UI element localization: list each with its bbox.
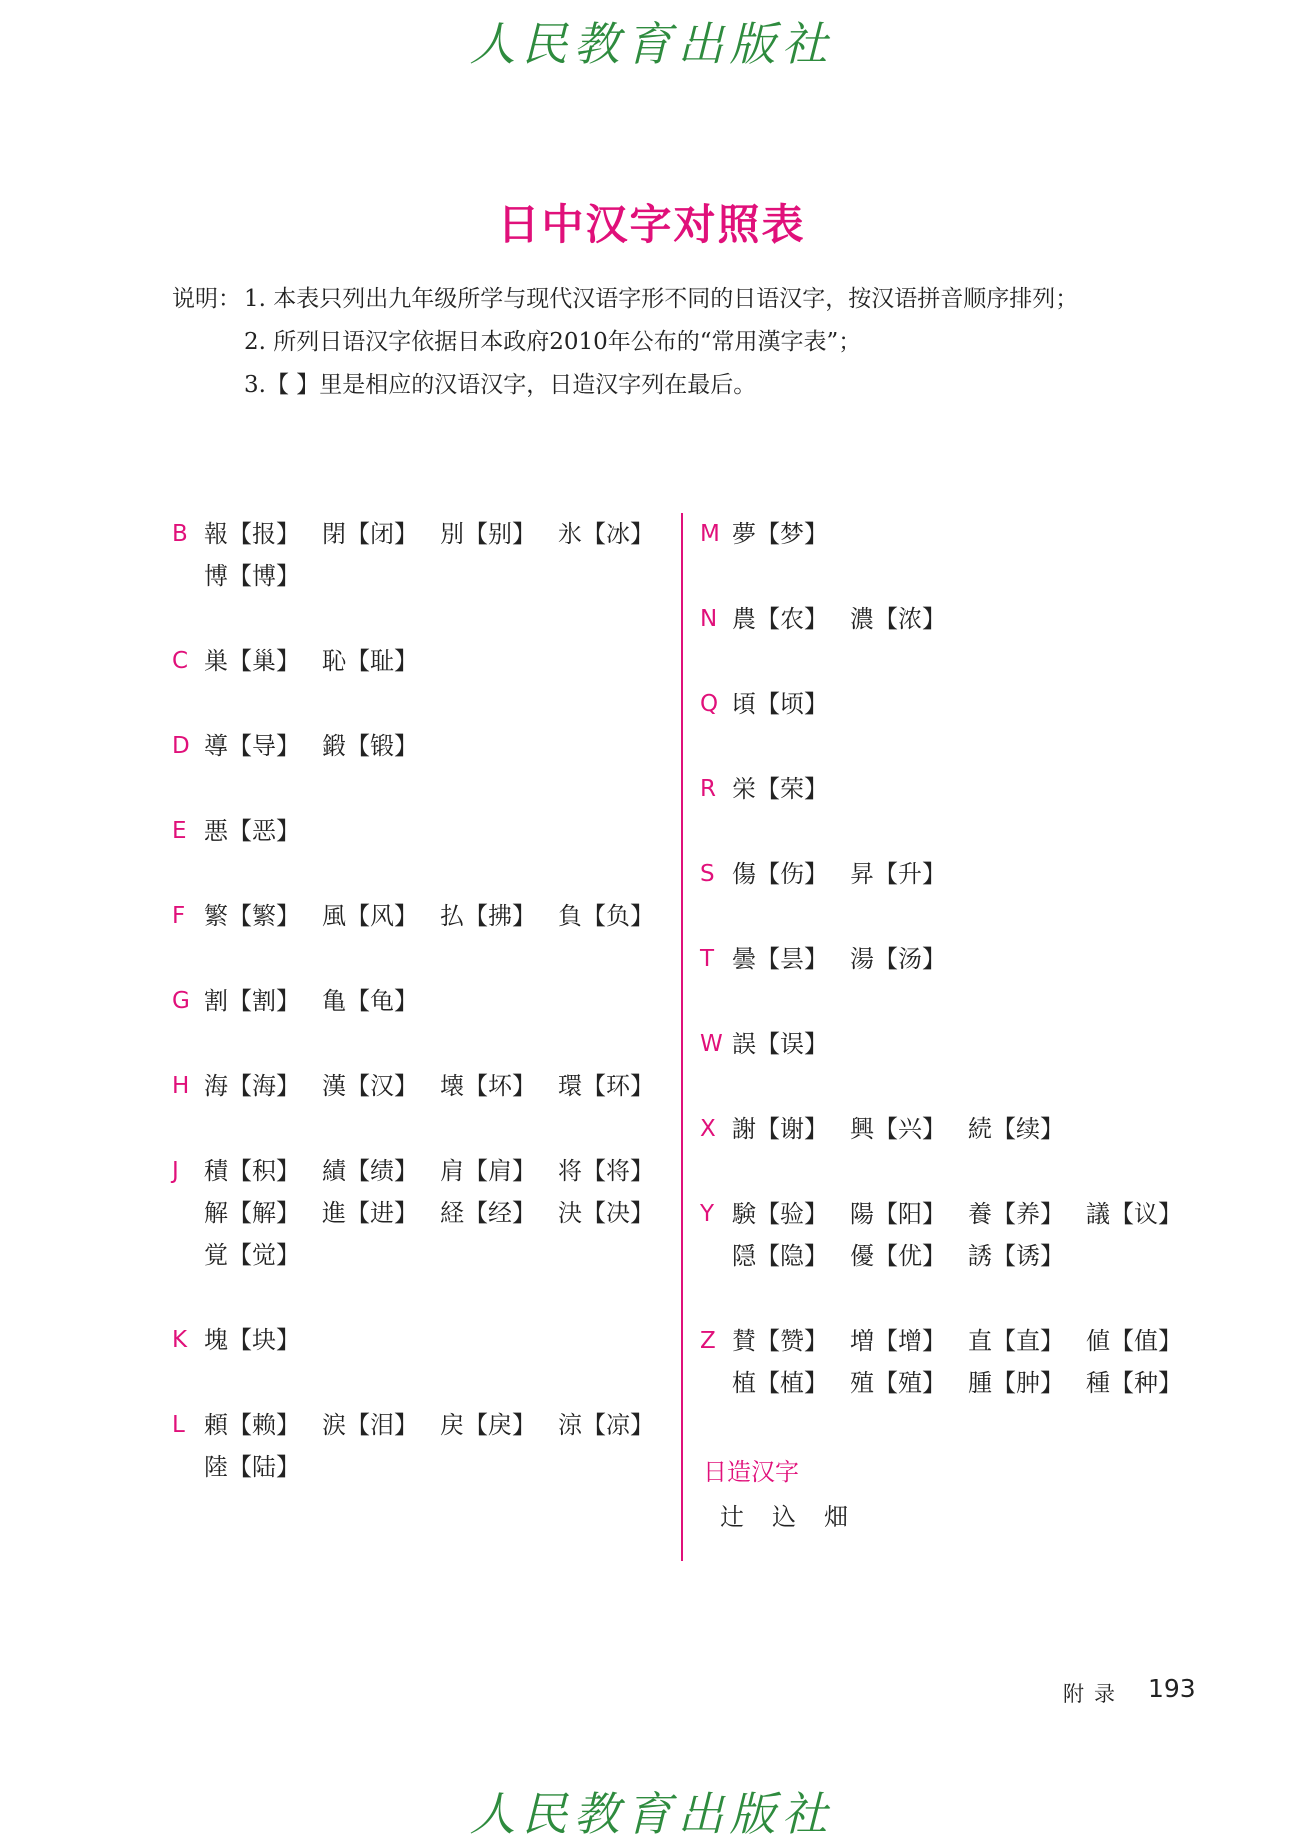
kanji-entry: 腫【肿】	[968, 1369, 1064, 1397]
note-text: 1. 本表只列出九年级所学与现代汉语字形不同的日语汉字，按汉语拼音顺序排列；	[244, 286, 1079, 312]
special-kanji: 辻	[720, 1503, 744, 1531]
section-letter: Q	[700, 691, 719, 717]
kanji-entry: 割【割】	[204, 987, 300, 1015]
kanji-entry: 誘【诱】	[968, 1242, 1064, 1270]
kanji-entry: 濃【浓】	[850, 605, 946, 633]
kanji-entry: 戻【戾】	[440, 1411, 536, 1439]
section-letter: X	[700, 1116, 716, 1142]
kanji-entry: 養【养】	[968, 1200, 1064, 1228]
section-letter: F	[172, 903, 186, 929]
kanji-entry: 隠【隐】	[732, 1242, 828, 1270]
kanji-entry: 恥【耻】	[322, 647, 418, 675]
section-letter: W	[700, 1031, 723, 1057]
section-letter: S	[700, 861, 715, 887]
footer-section-label: 附录	[1063, 1682, 1125, 1706]
section-letter: D	[172, 733, 190, 759]
note-line	[172, 364, 1078, 407]
section-letter: C	[172, 648, 189, 674]
kanji-entry: 値【值】	[1086, 1327, 1182, 1355]
kanji-entry: 肩【肩】	[440, 1157, 536, 1185]
kanji-entry: 績【绩】	[322, 1157, 418, 1185]
section-letter: G	[172, 988, 190, 1014]
kanji-entry: 繁【繁】	[204, 902, 300, 930]
kanji-entry: 別【别】	[440, 520, 536, 548]
section-letter: L	[172, 1412, 185, 1438]
note-line	[172, 278, 1078, 321]
note-line	[172, 321, 1078, 364]
special-kanji: 畑	[824, 1503, 848, 1531]
kanji-entry: 賛【赞】	[732, 1327, 828, 1355]
kanji-entry: 積【积】	[204, 1157, 300, 1185]
kanji-entry: 払【拂】	[440, 902, 536, 930]
section-letter: J	[172, 1158, 179, 1184]
kanji-entry: 経【经】	[440, 1199, 536, 1227]
kanji-entry: 植【植】	[732, 1369, 828, 1397]
kanji-entry: 風【风】	[322, 902, 418, 930]
kanji-entry: 塊【块】	[204, 1326, 300, 1354]
kanji-entry: 験【验】	[732, 1200, 828, 1228]
kanji-entry: 頼【赖】	[204, 1411, 300, 1439]
page-title: 日中汉字对照表	[497, 200, 806, 249]
kanji-entry: 誤【误】	[732, 1030, 828, 1058]
note-text: 3.【 】里是相应的汉语汉字，日造汉字列在最后。	[244, 372, 757, 398]
special-kanji-heading: 日造汉字	[703, 1458, 799, 1486]
notes-block	[172, 278, 1078, 407]
kanji-entry: 覚【觉】	[204, 1241, 300, 1269]
kanji-entry: 負【负】	[558, 902, 654, 930]
kanji-entry: 増【增】	[850, 1327, 946, 1355]
kanji-entry: 導【导】	[204, 732, 300, 760]
kanji-entry: 漢【汉】	[322, 1072, 418, 1100]
kanji-entry: 種【种】	[1086, 1369, 1182, 1397]
kanji-entry: 興【兴】	[850, 1115, 946, 1143]
kanji-entry: 頃【顷】	[732, 690, 828, 718]
kanji-entry: 栄【荣】	[732, 775, 828, 803]
note-text: 2. 所列日语汉字依据日本政府2010年公布的“常用漢字表”；	[244, 329, 862, 355]
kanji-entry: 直【直】	[968, 1327, 1064, 1355]
section-letter: H	[172, 1073, 190, 1099]
kanji-entry: 涼【凉】	[558, 1411, 654, 1439]
kanji-entry: 続【续】	[968, 1115, 1064, 1143]
kanji-entry: 優【优】	[850, 1242, 946, 1270]
section-letter: Z	[700, 1328, 716, 1354]
kanji-entry: 巣【巢】	[204, 647, 300, 675]
page-number: 193	[1148, 1674, 1196, 1703]
section-letter: M	[700, 521, 720, 547]
kanji-entry: 環【环】	[558, 1072, 654, 1100]
section-letter: B	[172, 521, 188, 547]
kanji-entry: 農【农】	[732, 605, 828, 633]
kanji-entry: 解【解】	[204, 1199, 300, 1227]
kanji-entry: 傷【伤】	[732, 860, 828, 888]
kanji-entry: 涙【泪】	[322, 1411, 418, 1439]
kanji-entry: 昇【升】	[850, 860, 946, 888]
column-divider	[681, 513, 683, 1561]
kanji-entry: 報【报】	[204, 520, 300, 548]
kanji-entry: 閉【闭】	[322, 520, 418, 548]
kanji-entry: 壊【坏】	[440, 1072, 536, 1100]
kanji-entry: 将【将】	[558, 1157, 654, 1185]
kanji-entry: 謝【谢】	[732, 1115, 828, 1143]
section-letter: Y	[700, 1201, 715, 1227]
kanji-entry: 進【进】	[322, 1199, 418, 1227]
publisher-logo-top: 人民教育出版社	[469, 17, 834, 71]
section-letter: K	[172, 1327, 188, 1353]
kanji-entry: 議【议】	[1086, 1200, 1182, 1228]
kanji-entry: 鍛【锻】	[322, 732, 418, 760]
section-letter: R	[700, 776, 716, 802]
kanji-entry: 夢【梦】	[732, 520, 828, 548]
kanji-entry: 博【博】	[204, 562, 300, 590]
section-letter: T	[700, 946, 715, 972]
notes-prefix: 说明：	[172, 286, 241, 312]
kanji-entry: 氷【冰】	[558, 520, 654, 548]
section-letter: N	[700, 606, 718, 632]
kanji-entry: 陸【陆】	[204, 1453, 300, 1481]
kanji-entry: 悪【恶】	[204, 817, 300, 845]
kanji-entry: 殖【殖】	[850, 1369, 946, 1397]
special-kanji: 込	[772, 1503, 796, 1531]
kanji-entry: 曇【昙】	[732, 945, 828, 973]
kanji-entry: 海【海】	[204, 1072, 300, 1100]
kanji-entry: 湯【汤】	[850, 945, 946, 973]
kanji-entry: 陽【阳】	[850, 1200, 946, 1228]
kanji-entry: 亀【龟】	[322, 987, 418, 1015]
section-letter: E	[172, 818, 187, 844]
kanji-entry: 決【决】	[558, 1199, 654, 1227]
publisher-logo-bottom: 人民教育出版社	[469, 1787, 834, 1841]
